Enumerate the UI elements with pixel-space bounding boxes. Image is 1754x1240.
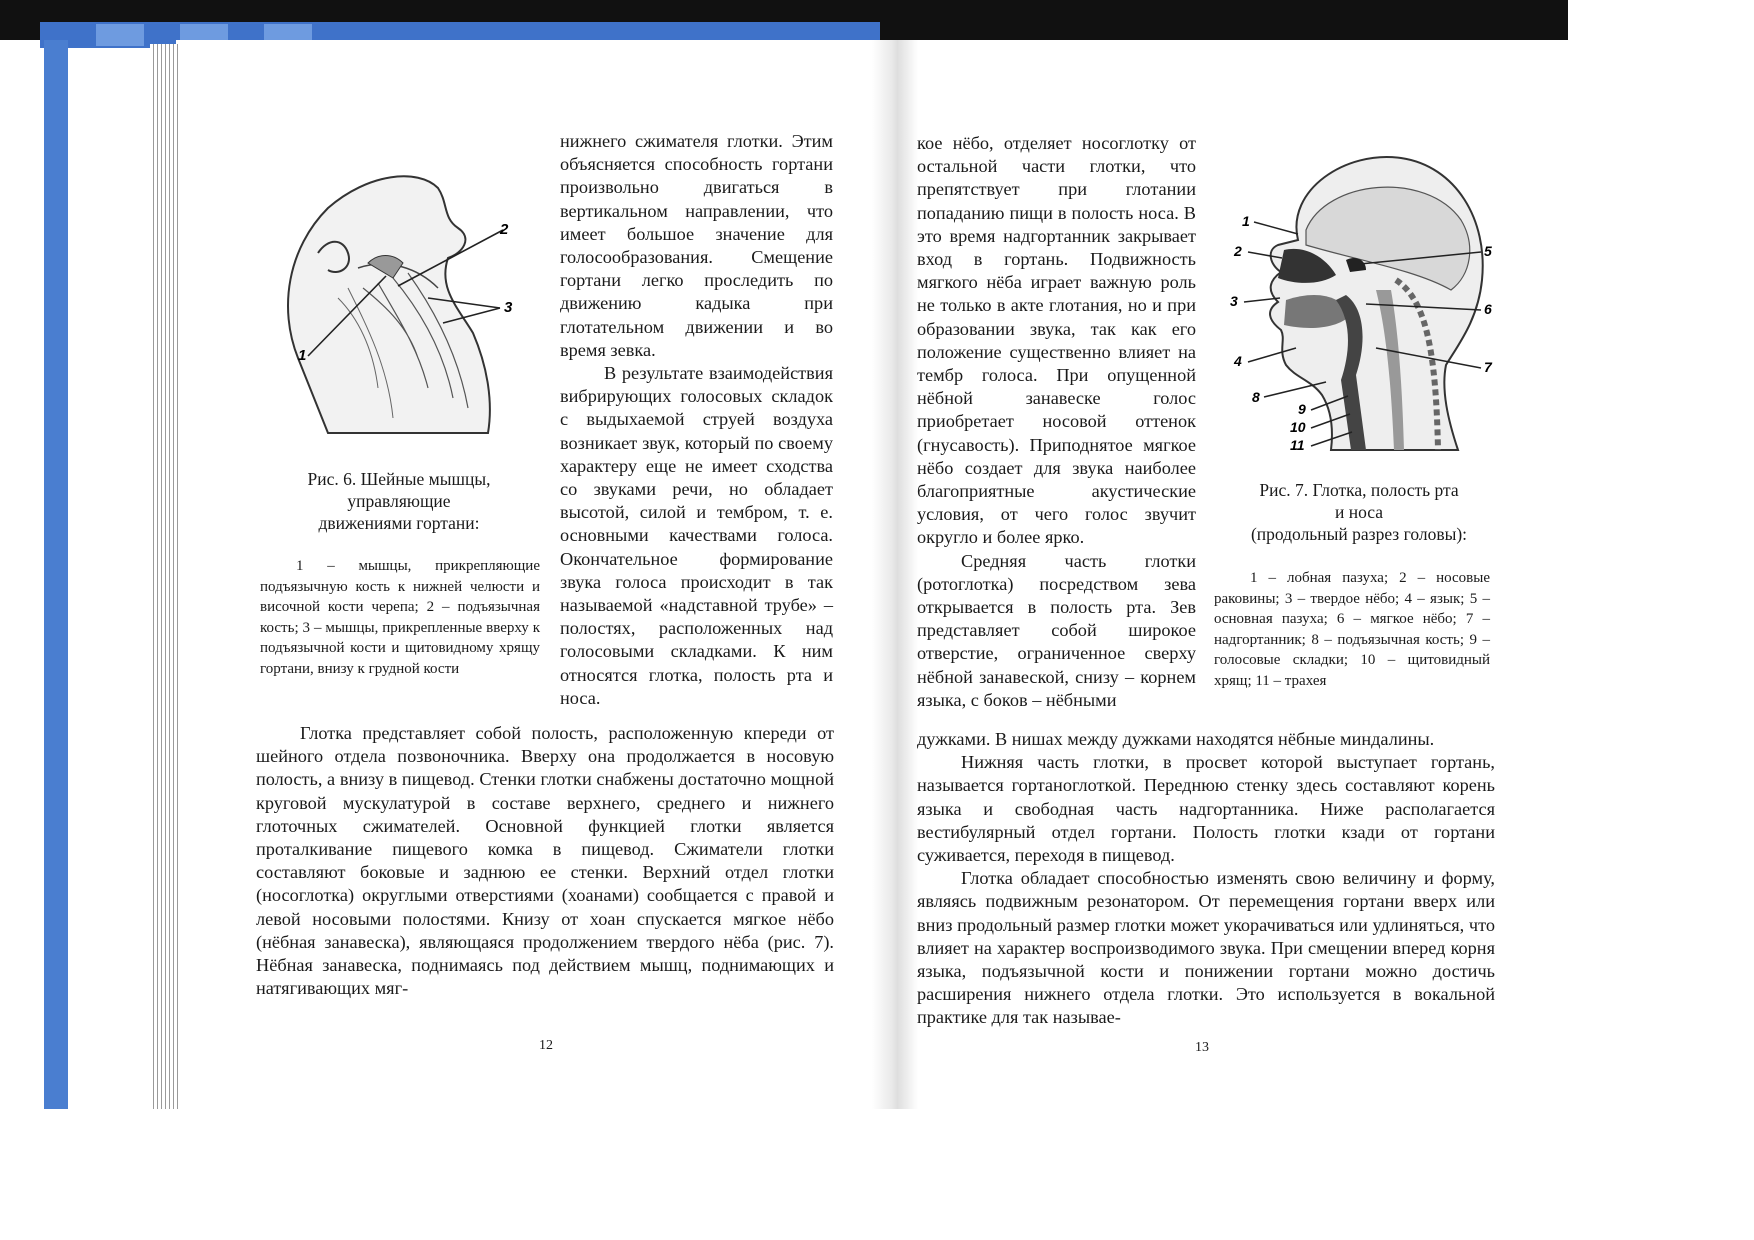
figure-label: 10 [1290, 419, 1306, 435]
left-page-body-text [256, 722, 834, 1000]
paragraph: Нижняя часть глотки, в просвет которой выступает гортань, называется гортаноглоткой. Переднюю стенку здесь составляют корень языка и свободная часть надгортанника. Ниже располагается вестибулярный отдел гортани. Полость глотки кзади от гортани суживается, переходя в пищевод. [917, 752, 1495, 866]
figure-6-legend: 1 – мышцы, прикрепляющие подъязычную кость к нижней челюсти и височной кости черепа; 2 – подъязычная кость; 3 – мышцы, прикрепленные вверху к подъязычной кости и щитовидному хрящу гортани, внизу к грудной кости [260, 558, 540, 677]
figure-7-legend: 1 – лобная пазуха; 2 – носовые раковины; 3 – твердое нёбо; 4 – язык; 5 – основная пазуха; 6 – мягкое нёбо; 7 – надгортанник; 8 – подъязычная кость; 9 – голосовые складки; 10 – щитовидный хрящ; 11 – трахея [1214, 570, 1490, 689]
figure-label: 7 [1484, 359, 1492, 375]
book-gutter [872, 40, 918, 1109]
paragraph: Глотка обладает способностью изменять свою величину и форму, являясь подвижным резонатором. От перемещения гортани вверх или вниз продольный размер глотки может укорачиваться или удлиняться, что влияет на характер воспроизводимого звука. При смещении вперед корня языка, подъязычной кости и понижении гортани можно достичь расширения нижнего отдела глотки. Это используется в вокальной практике для так называе- [917, 868, 1495, 1028]
figure-label: 6 [1484, 301, 1492, 317]
figure-label: 8 [1252, 389, 1260, 405]
right-page-body-text [917, 728, 1495, 1030]
paragraph: Средняя часть глотки (ротоглотка) посредством зева открывается в полость рта. Зев представляет собой широкое отверстие, ограниченное сверху нёбной занавеской, снизу – корнем языка, с боков – нёбными [917, 550, 1196, 710]
figure-label: 1 [1242, 213, 1250, 229]
head-section-illustration [1226, 150, 1498, 462]
paragraph: нижнего сжимателя глотки. Этим объясняется способность гортани произвольно двигаться в вертикальном направлении, что имеет большое значение для голосообразования. Смещение гортани легко проследить по движению кадыка при глотательном движении и во время зевка. [560, 131, 833, 360]
figure-label: 3 [504, 299, 513, 316]
book-cover-edge [44, 40, 68, 1109]
page-number-12: 12 [539, 1038, 553, 1053]
paragraph: дужками. В нишах между дужками находятся нёбные миндалины. [917, 729, 1435, 749]
figure-7-caption: Рис. 7. Глотка, полость рта и носа (продольный разрез головы): [1250, 480, 1468, 544]
figure-label: 11 [1290, 437, 1305, 453]
paragraph: В результате взаимодействия вибрирующих голосовых складок с выдыхаемой струей воздуха возникает звук, который по своему характеру еще не имеет сходства со звуками речи, но обладает высотой, силой и тембром, т. е. основными качествами голоса. Окончательное формирование звука голоса происходит в так называемой «надставной трубе» – полостях, расположенных над голосовыми складками. К ним относятся глотка, полость рта и носа. [560, 363, 833, 708]
page-stack-edges [150, 44, 178, 1109]
cover-stripe [96, 24, 144, 46]
right-page-left-column [917, 132, 1196, 712]
left-page-right-column [560, 130, 833, 710]
page-number-13: 13 [1195, 1040, 1209, 1055]
figure-label: 9 [1298, 401, 1306, 417]
figure-label: 4 [1234, 353, 1242, 369]
figure-label: 1 [298, 347, 307, 364]
paragraph: кое нёбо, отделяет носоглотку от остальной части глотки, что препятствует при глотании попаданию пищи в полость носа. В это время надгортанник закрывает вход в гортань. Подвижность мягкого нёба играет важную роль не только в акте глотания, но и при образовании звука, так как его положение существенно влияет на тембр голоса. При опущенной нёбной занавеске голос приобретает носовой оттенок (гнусавость). Приподнятое мягкое нёбо создает для звука наиболее благоприятные акустические условия, от чего голос звучит округло и более ярко. [917, 133, 1196, 548]
neck-muscles-illustration [268, 158, 524, 438]
figure-6-caption: Рис. 6. Шейные мышцы, управляющие движениями гортани: [307, 469, 491, 533]
paragraph: Глотка представляет собой полость, расположенную кпереди от шейного отдела позвоночника. Вверху она продолжается в носовую полость, а внизу в пищевод. Стенки глотки снабжены достаточно мощной круговой мускулатурой в составе верхнего, среднего и нижнего глоточных сжимателей. Основной функцией глотки является проталкивание пищевого комка в пищевод. Сжиматели глотки составляют боковые и заднюю ее стенки. Верхний отдел глотки (носоглотка) округлыми отверстиями (хоанами) сообщается с правой и левой носовыми полостями. Книзу от хоан спускается мягкое нёбо (нёбная занавеска), являющаяся продолжением твердого нёба (рис. 7). Нёбная занавеска, поднимаясь под действием мышц, поднимающих и натягивающих мяг- [256, 723, 834, 999]
figure-label: 3 [1230, 293, 1238, 309]
figure-label: 5 [1484, 243, 1492, 259]
figure-label: 2 [500, 221, 509, 238]
figure-label: 2 [1234, 243, 1242, 259]
